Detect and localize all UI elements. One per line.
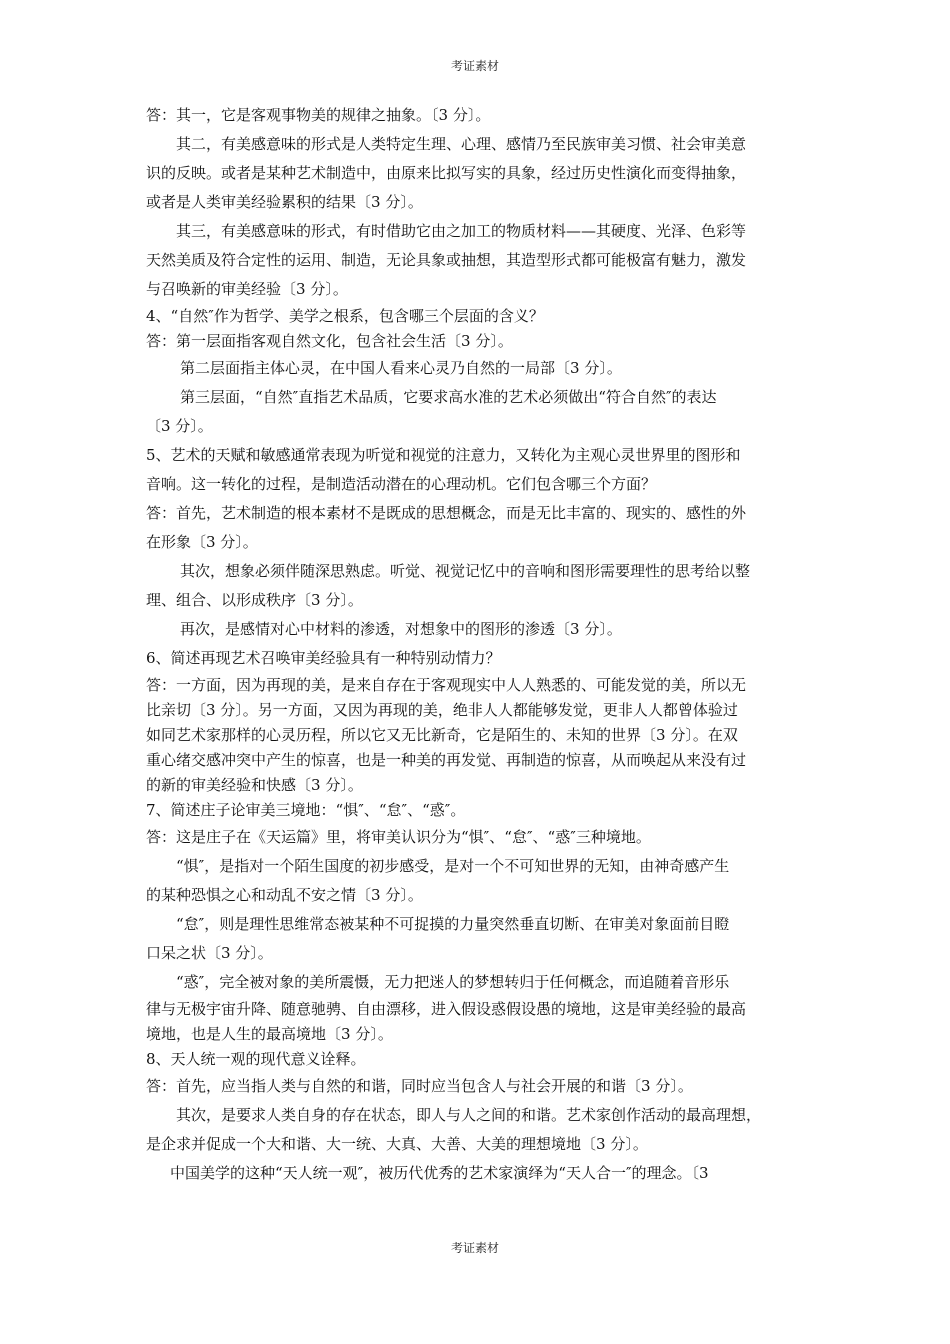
text-line: 天然美质及符合定性的运用、制造，无论具象或抽想，其造型形式都可能极富有魅力，激发	[146, 251, 747, 269]
text-line: 6、简述再现艺术召唤审美经验具有一种特别动情力？	[146, 649, 501, 667]
text-line: 其次，想象必须伴随深思熟虑。听觉、视觉记忆中的音响和图形需要理性的思考给以整	[180, 562, 751, 580]
text-line: 境地，也是人生的最高境地〔3 分〕。	[146, 1025, 393, 1043]
page-header: 考证素材	[450, 59, 499, 73]
text-line: 是企求并促成一个大和谐、大一统、大真、大善、大美的理想境地〔3 分〕。	[146, 1135, 648, 1153]
text-line: 〔3 分〕。	[146, 417, 213, 435]
text-line: 答：其一，它是客观事物美的规律之抽象。〔3 分〕。	[146, 106, 491, 124]
text-line: 第二层面指主体心灵，在中国人看来心灵乃自然的一局部〔3 分〕。	[180, 359, 622, 377]
text-line: 答：第一层面指客观自然文化，包含社会生活〔3 分〕。	[146, 332, 513, 350]
text-line: 中国美学的这种“天人统一观″，被历代优秀的艺术家演绎为“天人合一″的理念。〔3	[170, 1164, 709, 1182]
text-line: 律与无极宇宙升降、随意驰骋、自由漂移，进入假设惑假设愚的境地，这是审美经验的最高	[146, 1000, 747, 1018]
text-line: 口呆之状〔3 分〕。	[146, 944, 273, 962]
text-line: 如同艺术家那样的心灵历程，所以它又无比新奇，它是陌生的、未知的世界〔3 分〕。在双	[146, 726, 738, 744]
text-line: 答：一方面，因为再现的美，是来自存在于客观现实中人人熟悉的、可能发觉的美，所以无	[146, 676, 747, 694]
text-line: 答：首先，应当指人类与自然的和谐，同时应当包含人与社会开展的和谐〔3 分〕。	[146, 1077, 693, 1095]
text-line: 理、组合、以形成秩序〔3 分〕。	[146, 591, 363, 609]
text-line: 5、艺术的天赋和敏感通常表现为听觉和视觉的注意力，又转化为主观心灵世界里的图形和	[146, 446, 741, 464]
text-line: 其二，有美感意味的形式是人类特定生理、心理、感情乃至民族审美习惯、社会审美意	[176, 135, 747, 153]
text-line: 与召唤新的审美经验〔3 分〕。	[146, 280, 348, 298]
text-line: 答：首先，艺术制造的根本素材不是既成的思想概念，而是无比丰富的、现实的、感性的外	[146, 504, 747, 522]
text-line: 或者是人类审美经验累积的结果〔3 分〕。	[146, 193, 423, 211]
text-line: 比亲切〔3 分〕。另一方面，又因为再现的美，绝非人人都能够发觉，更非人人都曾体验过	[146, 701, 738, 719]
text-line: 第三层面，“自然″直指艺术品质，它要求高水准的艺术必须做出“符合自然″的表达	[180, 388, 717, 406]
text-line: 8、天人统一观的现代意义诠释。	[146, 1050, 366, 1068]
text-line: 识的反映。或者是某种艺术制造中，由原来比拟写实的具象，经过历史性演化而变得抽象，	[146, 164, 747, 182]
text-line: 4、“自然″作为哲学、美学之根系，包含哪三个层面的含义？	[146, 307, 544, 325]
text-line: 重心绪交感冲突中产生的惊喜，也是一种美的再发觉、再制造的惊喜，从而唤起从来没有过	[146, 751, 747, 769]
text-line: 其三，有美感意味的形式，有时借助它由之加工的物质材料——其硬度、光泽、色彩等	[176, 222, 747, 240]
text-line: 再次，是感情对心中材料的渗透，对想象中的图形的渗透〔3 分〕。	[180, 620, 622, 638]
text-line: 音响。这一转化的过程，是制造活动潜在的心理动机。它们包含哪三个方面？	[146, 475, 657, 493]
text-line: 的新的审美经验和快感〔3 分〕。	[146, 776, 363, 794]
text-line: “怠″，则是理性思维常态被某种不可捉摸的力量突然垂直切断、在审美对象面前目瞪	[176, 915, 730, 933]
text-line: “惧″，是指对一个陌生国度的初步感受，是对一个不可知世界的无知，由神奇感产生	[176, 857, 730, 875]
text-line: “惑″，完全被对象的美所震慑，无力把迷人的梦想转归于任何概念，而追随着音形乐	[176, 973, 730, 991]
text-line: 其次，是要求人类自身的存在状态，即人与人之间的和谐。艺术家创作活动的最高理想，	[176, 1106, 762, 1124]
text-line: 在形象〔3 分〕。	[146, 533, 258, 551]
text-line: 答：这是庄子在《天运篇》里，将审美认识分为“惧″、“怠″、“惑″三种境地。	[146, 828, 651, 846]
page-footer: 考证素材	[450, 1241, 499, 1255]
text-line: 7、简述庄子论审美三境地：“惧″、“怠″、“惑″。	[146, 801, 466, 819]
text-line: 的某种恐惧之心和动乱不安之情〔3 分〕。	[146, 886, 423, 904]
document-body	[146, 101, 816, 1188]
